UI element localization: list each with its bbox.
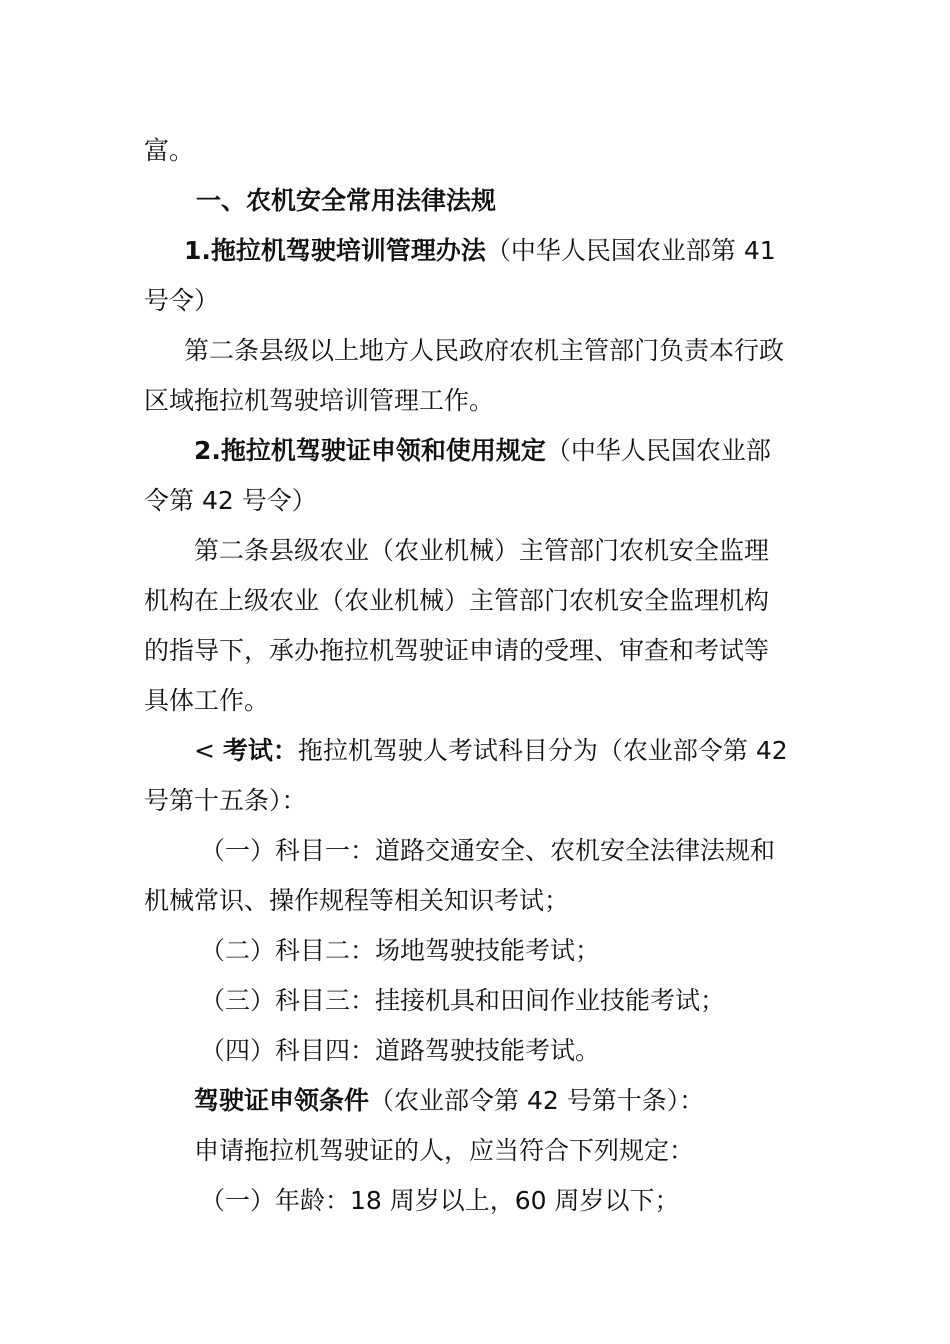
regulation-heading-1-cont — [144, 276, 219, 326]
paragraph-line — [194, 1126, 694, 1176]
regulation-heading-1 — [184, 226, 776, 276]
list-item — [200, 926, 600, 976]
text-fragment: 富。 — [144, 136, 195, 165]
text-line-continuation — [144, 126, 194, 176]
conditions-heading — [194, 1076, 704, 1126]
paragraph-line — [144, 376, 494, 426]
regulation-source-1: （中华人民国农业部第 41 — [485, 236, 776, 265]
paragraph-text: 第二条县级以上地方人民政府农机主管部门负责本行政 — [184, 336, 785, 365]
regulation-source-1-cont: 号令） — [144, 286, 220, 315]
paragraph-text: 第二条县级农业（农业机械）主管部门农机安全监理 — [194, 536, 770, 565]
list-item-cont — [144, 876, 569, 926]
conditions-label: 驾驶证申领条件 — [194, 1086, 370, 1115]
paragraph-text: 区域拖拉机驾驶培训管理工作。 — [144, 386, 495, 415]
exam-intro-text: 拖拉机驾驶人考试科目分为（农业部令第 42 — [297, 736, 788, 765]
paragraph-text: 的指导下，承办拖拉机驾驶证申请的受理、审查和考试等 — [144, 636, 770, 665]
paragraph-text: 机构在上级农业（农业机械）主管部门农机安全监理机构 — [144, 586, 770, 615]
exam-heading-cont — [144, 776, 307, 826]
list-item-text: （一）年龄：18 周岁以上，60 周岁以下； — [200, 1186, 680, 1215]
paragraph-text: 具体工作。 — [144, 686, 270, 715]
conditions-source: （农业部令第 42 号第十条）： — [369, 1086, 705, 1115]
section-heading — [196, 176, 496, 226]
regulation-title-1: 1.拖拉机驾驶培训管理办法 — [184, 236, 486, 265]
list-item — [200, 1026, 600, 1076]
regulation-heading-2 — [194, 426, 771, 476]
section-heading-text: 一、农机安全常用法律法规 — [196, 186, 497, 215]
paragraph-line — [144, 626, 769, 676]
list-item-text: （三）科目三：挂接机具和田间作业技能考试； — [200, 986, 726, 1015]
paragraph-line — [144, 576, 769, 626]
list-item — [200, 1176, 680, 1226]
exam-label: 考试： — [222, 736, 298, 765]
paragraph-line — [184, 326, 784, 376]
paragraph-line — [194, 526, 769, 576]
regulation-source-2: （中华人民国农业部 — [545, 436, 771, 465]
list-item-text: （四）科目四：道路驾驶技能考试。 — [200, 1036, 601, 1065]
exam-intro-text-cont: 号第十五条）： — [144, 786, 307, 815]
regulation-heading-2-cont — [144, 476, 317, 526]
list-item — [200, 976, 725, 1026]
regulation-source-2-cont: 令第 42 号令） — [144, 486, 317, 515]
list-item-text: （二）科目二：场地驾驶技能考试； — [200, 936, 601, 965]
bullet-marker: < — [194, 736, 223, 765]
list-item — [200, 826, 775, 876]
paragraph-text: 申请拖拉机驾驶证的人，应当符合下列规定： — [194, 1136, 695, 1165]
regulation-title-2: 2.拖拉机驾驶证申领和使用规定 — [194, 436, 546, 465]
list-item-text: 机械常识、操作规程等相关知识考试； — [144, 886, 570, 915]
exam-heading — [194, 726, 788, 776]
paragraph-line — [144, 676, 269, 726]
list-item-text: （一）科目一：道路交通安全、农机安全法律法规和 — [200, 836, 776, 865]
